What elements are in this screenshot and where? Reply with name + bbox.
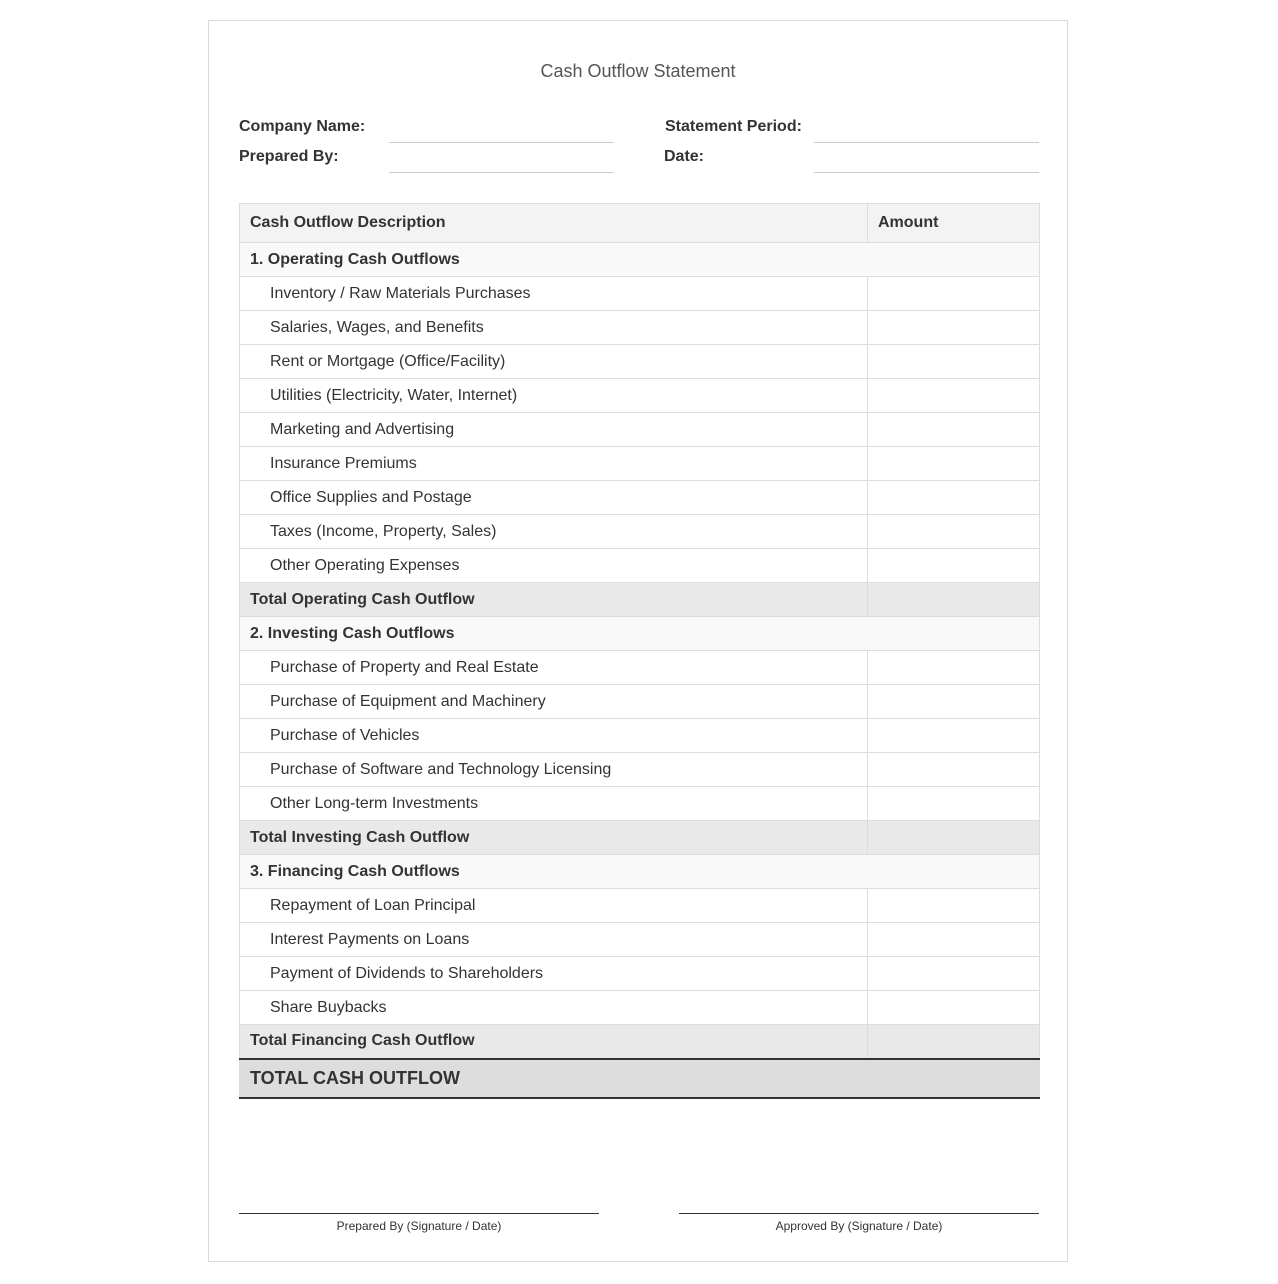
grand-total-row [240,1059,1040,1098]
item-description: Rent or Mortgage (Office/Facility) [240,345,868,379]
company-name-label: Company Name: [239,118,366,135]
table-row [240,515,1040,549]
cash-outflow-table [239,203,1040,1099]
subtotal-label: Total Financing Cash Outflow [240,1025,868,1059]
amount-cell[interactable] [868,685,1040,719]
table-row [240,413,1040,447]
subtotal-row-investing [240,821,1040,855]
item-description: Interest Payments on Loans [240,923,868,957]
item-description: Repayment of Loan Principal [240,889,868,923]
subtotal-row-operating [240,583,1040,617]
item-description: Payment of Dividends to Shareholders [240,957,868,991]
amount-cell[interactable] [868,345,1040,379]
section-heading: 1. Operating Cash Outflows [240,243,1040,277]
subtotal-amount-cell[interactable] [868,821,1040,855]
approved-signature-label: Approved By (Signature / Date) [775,1219,943,1233]
statement-page [208,20,1068,1262]
prepared-signature-line[interactable] [239,1213,599,1214]
amount-cell[interactable] [868,515,1040,549]
section-row-investing [240,617,1040,651]
table-row [240,719,1040,753]
amount-cell[interactable] [868,787,1040,821]
amount-cell[interactable] [868,413,1040,447]
item-description: Taxes (Income, Property, Sales) [240,515,868,549]
subtotal-label: Total Investing Cash Outflow [240,821,868,855]
table-row [240,481,1040,515]
prepared-by-field[interactable] [389,172,614,173]
item-description: Marketing and Advertising [240,413,868,447]
amount-cell[interactable] [868,651,1040,685]
table-row [240,447,1040,481]
description-column-header: Cash Outflow Description [240,204,868,243]
amount-cell[interactable] [868,481,1040,515]
subtotal-row-financing [240,1025,1040,1059]
amount-cell[interactable] [868,277,1040,311]
item-description: Purchase of Software and Technology Licensing [240,753,868,787]
company-name-field[interactable] [389,142,614,143]
table-row [240,549,1040,583]
item-description: Inventory / Raw Materials Purchases [240,277,868,311]
subtotal-label: Total Operating Cash Outflow [240,583,868,617]
amount-cell[interactable] [868,379,1040,413]
table-row [240,685,1040,719]
amount-cell[interactable] [868,719,1040,753]
table-row [240,345,1040,379]
table-row [240,787,1040,821]
table-row [240,991,1040,1025]
prepared-by-label: Prepared By: [239,148,339,165]
section-heading: 2. Investing Cash Outflows [240,617,1040,651]
table-row [240,923,1040,957]
statement-period-field[interactable] [814,142,1039,143]
item-description: Insurance Premiums [240,447,868,481]
amount-cell[interactable] [868,753,1040,787]
table-row [240,753,1040,787]
section-row-financing [240,855,1040,889]
item-description: Other Long-term Investments [240,787,868,821]
section-row-operating [240,243,1040,277]
table-row [240,957,1040,991]
item-description: Purchase of Property and Real Estate [240,651,868,685]
page-title: Cash Outflow Statement [540,61,736,81]
table-row [240,277,1040,311]
table-row [240,651,1040,685]
table-header-row [240,204,1040,243]
item-description: Purchase of Vehicles [240,719,868,753]
section-heading: 3. Financing Cash Outflows [240,855,1040,889]
item-description: Office Supplies and Postage [240,481,868,515]
item-description: Purchase of Equipment and Machinery [240,685,868,719]
subtotal-amount-cell[interactable] [868,1025,1040,1059]
item-description: Salaries, Wages, and Benefits [240,311,868,345]
amount-cell[interactable] [868,991,1040,1025]
subtotal-amount-cell[interactable] [868,583,1040,617]
date-label: Date: [664,148,705,165]
table-row [240,889,1040,923]
approved-signature-line[interactable] [679,1213,1039,1214]
table-row [240,379,1040,413]
item-description: Utilities (Electricity, Water, Internet) [240,379,868,413]
date-field[interactable] [814,172,1039,173]
grand-total-label: TOTAL CASH OUTFLOW [240,1059,1040,1098]
item-description: Other Operating Expenses [240,549,868,583]
amount-cell[interactable] [868,923,1040,957]
item-description: Share Buybacks [240,991,868,1025]
amount-cell[interactable] [868,549,1040,583]
amount-column-header: Amount [868,204,1040,243]
amount-cell[interactable] [868,447,1040,481]
prepared-signature-label: Prepared By (Signature / Date) [336,1219,502,1233]
amount-cell[interactable] [868,889,1040,923]
table-row [240,311,1040,345]
amount-cell[interactable] [868,957,1040,991]
statement-period-label: Statement Period: [665,118,802,135]
amount-cell[interactable] [868,311,1040,345]
